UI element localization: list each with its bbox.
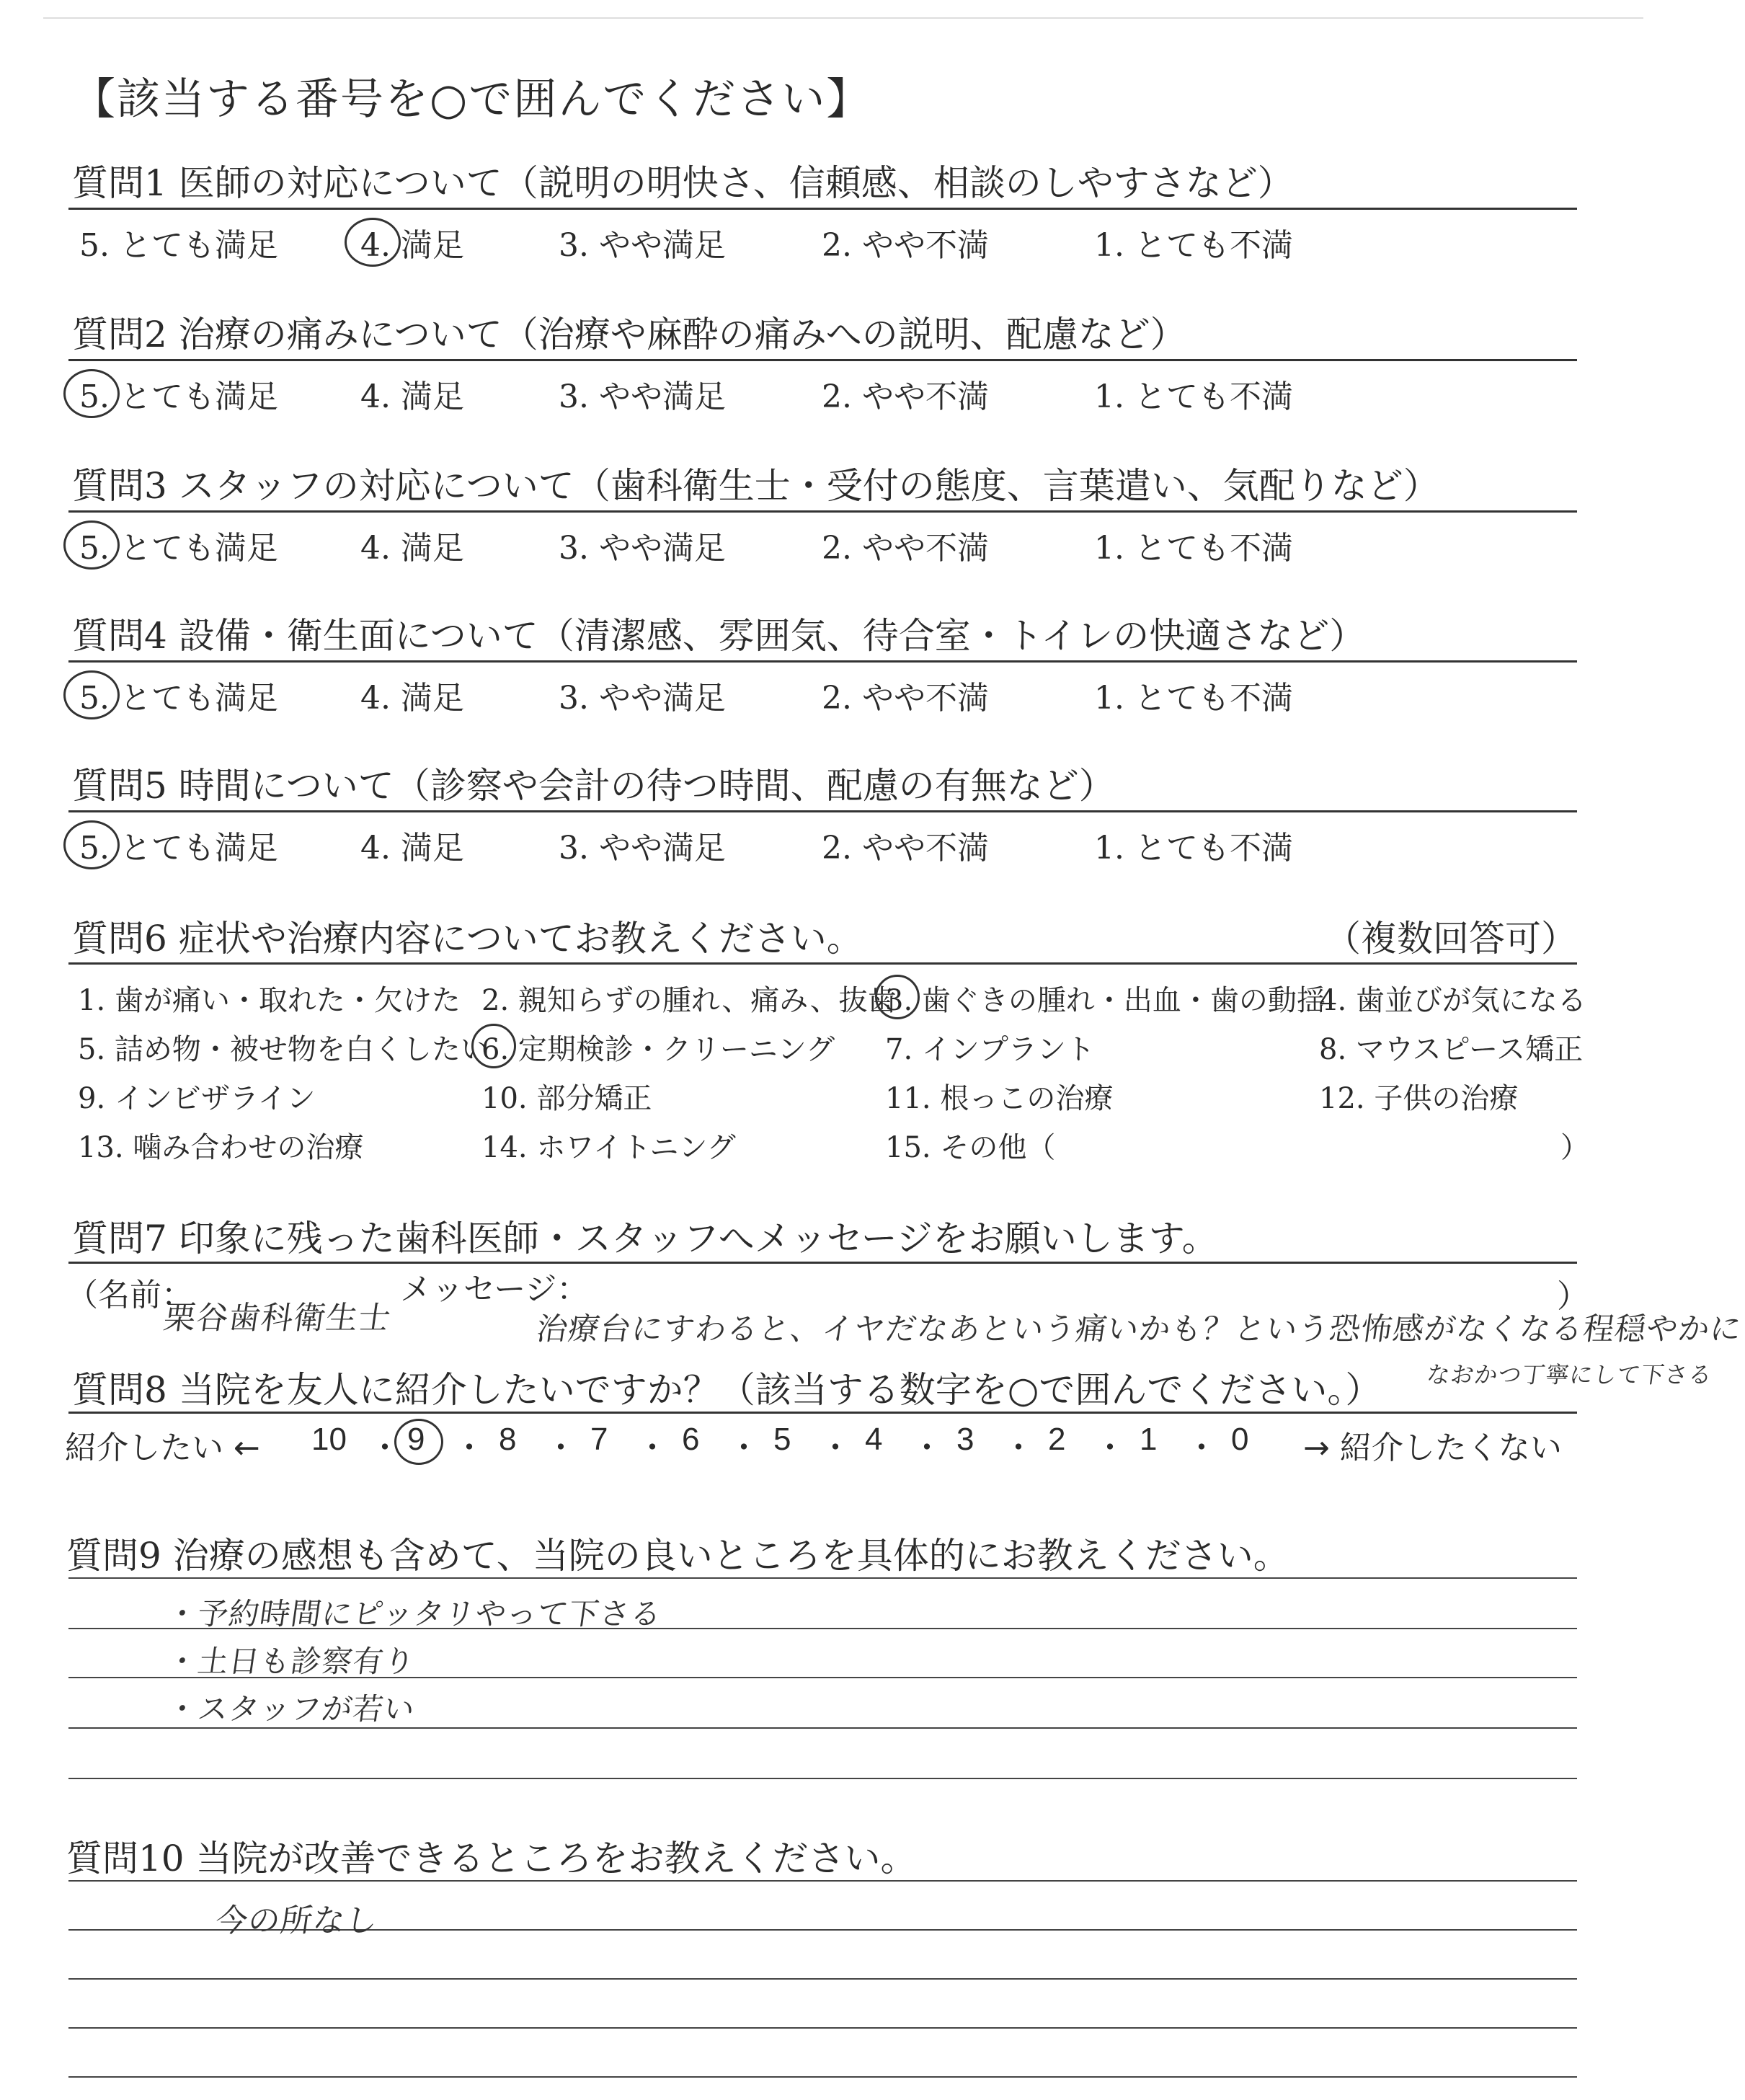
q5-option-5[interactable]: 5. とても満足 bbox=[79, 830, 278, 867]
q6-option-7[interactable]: 7. インプラント bbox=[885, 1033, 1095, 1066]
q7-label: 質問7 印象に残った歯科医師・スタッフへメッセージをお願いします。 bbox=[72, 1218, 1218, 1259]
q6-option-6[interactable]: 6. 定期検診・クリーニング bbox=[481, 1033, 835, 1066]
q8-scale-dot: ・ bbox=[1186, 1430, 1217, 1466]
q1-option-1[interactable]: 1. とても不満 bbox=[1094, 227, 1293, 264]
q6-option-13[interactable]: 13. 噛み合わせの治療 bbox=[78, 1131, 364, 1164]
q1-selection-circle bbox=[345, 218, 401, 267]
q8-message-continuation[interactable]: なおかつ丁寧にして下さる bbox=[1425, 1361, 1715, 1388]
q3-option-2[interactable]: 2. やや不満 bbox=[822, 530, 989, 567]
q8-scale-dot: ・ bbox=[911, 1430, 943, 1466]
q7-close-paren: ） bbox=[1557, 1278, 1589, 1315]
q9-answer-1[interactable]: ・予約時間にピッタリやって下さる bbox=[164, 1596, 665, 1631]
q8-scale-8[interactable]: 8 bbox=[499, 1422, 517, 1457]
q1-label: 質問1 医師の対応について（説明の明快さ、信頼感、相談のしやすさなど） bbox=[72, 162, 1294, 204]
q1-option-4[interactable]: 4. 満足 bbox=[360, 227, 464, 264]
scan-top-edge bbox=[43, 17, 1643, 19]
q5-option-2[interactable]: 2. やや不満 bbox=[822, 830, 989, 867]
q2-option-4[interactable]: 4. 満足 bbox=[360, 378, 464, 415]
q8-scale-9[interactable]: 9 bbox=[407, 1422, 425, 1457]
q9-answer-line bbox=[68, 1577, 1577, 1579]
q6-option-9[interactable]: 9. インビザライン bbox=[78, 1082, 316, 1115]
q9-label: 質問9 治療の感想も含めて、当院の良いところを具体的にお教えください。 bbox=[66, 1535, 1289, 1577]
q6-underline bbox=[68, 962, 1577, 965]
q10-label: 質問10 当院が改善できるところをお教えください。 bbox=[66, 1838, 917, 1879]
q8-scale-dot: ・ bbox=[820, 1430, 851, 1466]
q8-scale-dot: ・ bbox=[369, 1430, 401, 1466]
q3-option-5[interactable]: 5. とても満足 bbox=[79, 530, 278, 567]
q1-option-3[interactable]: 3. やや満足 bbox=[559, 227, 726, 264]
q4-selection-circle bbox=[63, 670, 120, 719]
q8-scale-dot: ・ bbox=[1003, 1430, 1034, 1466]
q8-scale-1[interactable]: 1 bbox=[1140, 1422, 1158, 1457]
q6-label: 質問6 症状や治療内容についてお教えください。 bbox=[72, 918, 863, 960]
q8-scale-dot: ・ bbox=[1094, 1430, 1126, 1466]
q8-selection-circle bbox=[394, 1419, 443, 1465]
q6-option-5[interactable]: 5. 詰め物・被せ物を白くしたい bbox=[78, 1033, 489, 1066]
q7-message-value[interactable]: 治療台にすわると、イヤだなあという痛いかも？という恐怖感がなくなる程穏やかに bbox=[533, 1311, 1745, 1347]
q6-option-14[interactable]: 14. ホワイトニング bbox=[481, 1131, 736, 1164]
q8-label: 質問8 当院を友人に紹介したいですか？（該当する数字を○で囲んでください。） bbox=[72, 1369, 1382, 1411]
q2-option-5[interactable]: 5. とても満足 bbox=[79, 378, 278, 415]
q8-scale-3[interactable]: 3 bbox=[956, 1422, 974, 1457]
q8-scale-0[interactable]: 0 bbox=[1231, 1422, 1249, 1457]
q3-option-4[interactable]: 4. 満足 bbox=[360, 530, 464, 567]
q4-option-3[interactable]: 3. やや満足 bbox=[559, 680, 726, 717]
q4-option-4[interactable]: 4. 満足 bbox=[360, 680, 464, 717]
q8-right-label: → 紹介したくない bbox=[1303, 1430, 1562, 1466]
q1-option-5[interactable]: 5. とても満足 bbox=[79, 227, 278, 264]
q6-option-8[interactable]: 8. マウスピース矯正 bbox=[1319, 1033, 1584, 1066]
q5-underline bbox=[68, 810, 1577, 812]
q8-scale-4[interactable]: 4 bbox=[865, 1422, 883, 1457]
q3-option-3[interactable]: 3. やや満足 bbox=[559, 530, 726, 567]
q10-answer-line bbox=[68, 1978, 1577, 1980]
q1-underline bbox=[68, 208, 1577, 210]
q8-underline bbox=[68, 1412, 1577, 1414]
q6-selection-circle-3 bbox=[875, 975, 920, 1019]
q6-option-2[interactable]: 2. 親知らずの腫れ、痛み、抜歯 bbox=[481, 984, 897, 1017]
q6-selection-circle-6 bbox=[471, 1024, 516, 1068]
q2-selection-circle bbox=[63, 369, 120, 418]
q4-option-1[interactable]: 1. とても不満 bbox=[1094, 680, 1293, 717]
q2-label: 質問2 治療の痛みについて（治療や麻酔の痛みへの説明、配慮など） bbox=[72, 314, 1186, 355]
q8-scale-10[interactable]: 10 bbox=[311, 1422, 347, 1457]
q1-option-2[interactable]: 2. やや不満 bbox=[822, 227, 989, 264]
q8-scale-dot: ・ bbox=[636, 1430, 668, 1466]
q7-name-label: （名前： bbox=[66, 1277, 193, 1313]
q6-option-3[interactable]: 3. 歯ぐきの腫れ・出血・歯の動揺 bbox=[885, 984, 1326, 1017]
q9-answer-3[interactable]: ・スタッフが若い bbox=[164, 1691, 418, 1727]
q5-label: 質問5 時間について（診察や会計の待つ時間、配慮の有無など） bbox=[72, 765, 1115, 807]
q8-scale-dot: ・ bbox=[453, 1430, 485, 1466]
q6-option-16: ） bbox=[1560, 1131, 1589, 1164]
q9-answer-line bbox=[68, 1778, 1577, 1779]
q4-underline bbox=[68, 660, 1577, 663]
q4-option-2[interactable]: 2. やや不満 bbox=[822, 680, 989, 717]
q2-underline bbox=[68, 359, 1577, 361]
q3-underline bbox=[68, 510, 1577, 513]
q3-selection-circle bbox=[63, 520, 120, 570]
q6-option-12[interactable]: 12. 子供の治療 bbox=[1319, 1082, 1519, 1115]
q8-scale-dot: ・ bbox=[545, 1430, 577, 1466]
q8-scale-dot: ・ bbox=[728, 1430, 760, 1466]
q5-option-3[interactable]: 3. やや満足 bbox=[559, 830, 726, 867]
q10-answer-line bbox=[68, 2076, 1577, 2078]
q6-option-10[interactable]: 10. 部分矯正 bbox=[481, 1082, 652, 1115]
q5-selection-circle bbox=[63, 820, 120, 869]
q8-left-label: 紹介したい ← bbox=[65, 1430, 260, 1466]
q4-label: 質問4 設備・衛生面について（清潔感、雰囲気、待合室・トイレの快適さなど） bbox=[72, 615, 1366, 657]
q7-name-value[interactable]: 栗谷歯科衛生士 bbox=[161, 1300, 394, 1337]
q3-label: 質問3 スタッフの対応について（歯科衛生士・受付の態度、言葉遣い、気配りなど） bbox=[72, 465, 1439, 507]
q4-option-5[interactable]: 5. とても満足 bbox=[79, 680, 278, 717]
q6-option-4[interactable]: 4. 歯並びが気になる bbox=[1319, 984, 1586, 1017]
form-title: 【該当する番号を○で囲んでください】 bbox=[72, 74, 871, 125]
q7-message-label: メッセージ： bbox=[400, 1271, 589, 1308]
q8-scale-5[interactable]: 5 bbox=[773, 1422, 791, 1457]
q3-option-1[interactable]: 1. とても不満 bbox=[1094, 530, 1293, 567]
q7-underline bbox=[68, 1262, 1577, 1264]
q10-answer-line bbox=[68, 2027, 1577, 2029]
q5-option-1[interactable]: 1. とても不満 bbox=[1094, 830, 1293, 867]
q2-option-2[interactable]: 2. やや不満 bbox=[822, 378, 989, 415]
q8-scale-2[interactable]: 2 bbox=[1048, 1422, 1066, 1457]
q6-option-15[interactable]: 15. その他（ bbox=[885, 1131, 1056, 1164]
q8-scale-7[interactable]: 7 bbox=[590, 1422, 608, 1457]
q10-answer-line bbox=[68, 1880, 1577, 1882]
q5-option-4[interactable]: 4. 満足 bbox=[360, 830, 464, 867]
q8-scale-6[interactable]: 6 bbox=[682, 1422, 700, 1457]
q2-option-3[interactable]: 3. やや満足 bbox=[559, 378, 726, 415]
q6-note: （複数回答可） bbox=[1325, 918, 1577, 960]
q6-option-1[interactable]: 1. 歯が痛い・取れた・欠けた bbox=[78, 984, 461, 1017]
q9-answer-2[interactable]: ・土日も診察有り bbox=[164, 1644, 418, 1679]
q6-option-11[interactable]: 11. 根っこの治療 bbox=[885, 1082, 1114, 1115]
q2-option-1[interactable]: 1. とても不満 bbox=[1094, 378, 1293, 415]
q10-answer-1[interactable]: 今の所なし bbox=[213, 1902, 381, 1939]
